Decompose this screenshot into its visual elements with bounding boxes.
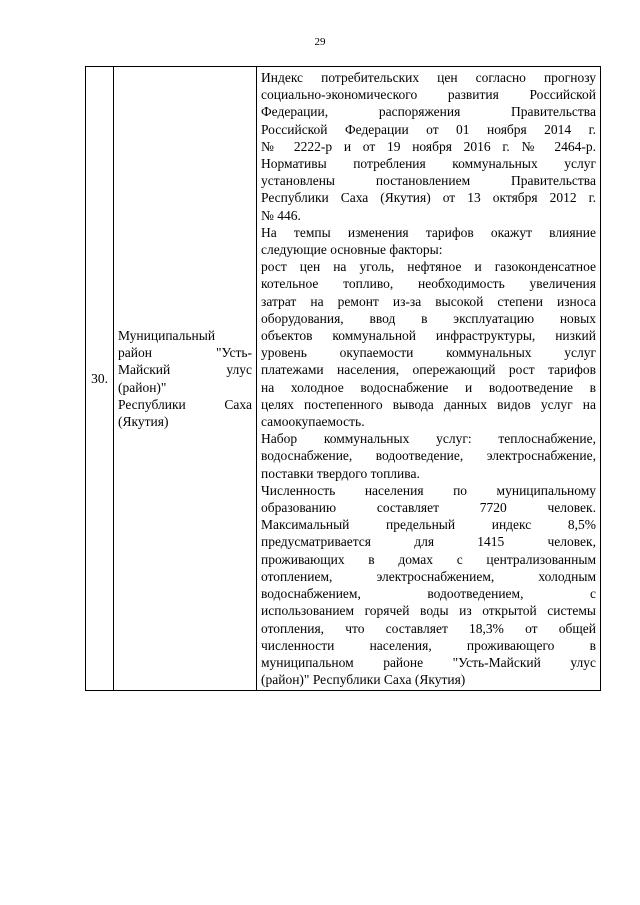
description-line: на холодное водоснабжение и водоотведение в bbox=[261, 379, 596, 395]
description-line: целях постепенного вывода данных видов услуг на bbox=[261, 396, 596, 412]
description-line: уровень окупаемости коммунальных услуг bbox=[261, 345, 596, 361]
description-line: Федерации, распоряжения Правительства bbox=[261, 104, 596, 120]
description-line: образованию составляет 7720 человек. bbox=[261, 500, 596, 516]
description-line: Максимальный предельный индекс 8,5% bbox=[261, 517, 596, 533]
description-line: численности населения, проживающего в bbox=[261, 637, 596, 653]
description-line: платежами населения, опережающий рост тарифов bbox=[261, 362, 596, 378]
row-number-cell bbox=[86, 67, 114, 691]
description-line: использованием горячей воды из открытой системы bbox=[261, 603, 596, 619]
table-row bbox=[86, 67, 601, 691]
description-line: (район)" Республики Саха (Якутия) bbox=[261, 672, 466, 688]
page-number: 29 bbox=[314, 36, 326, 48]
description-line: объектов коммунальной инфраструктуры, низкий bbox=[261, 328, 596, 344]
description-line: отоплением, электроснабжением, холодным bbox=[261, 568, 596, 584]
description-line: социально-экономического развития Российской bbox=[261, 87, 596, 103]
description-line: предусматривается для 1415 человек, bbox=[261, 534, 596, 550]
municipality-name-line: Майский улус bbox=[118, 362, 252, 378]
description-line: № 446. bbox=[261, 207, 301, 223]
description-line: отопления, что составляет 18,3% от общей bbox=[261, 620, 596, 636]
municipality-name-line: Муниципальный bbox=[118, 328, 216, 344]
row-number: 30. bbox=[91, 370, 108, 386]
description-line: следующие основные факторы: bbox=[261, 242, 443, 258]
description-line: проживающих в домах с централизованным bbox=[261, 551, 596, 567]
description-line: Набор коммунальных услуг: теплоснабжение, bbox=[261, 431, 596, 447]
description-line: На темпы изменения тарифов окажут влияние bbox=[261, 224, 596, 240]
description-line: поставки твердого топлива. bbox=[261, 465, 420, 481]
description-line: оборудования, ввод в эксплуатацию новых bbox=[261, 310, 596, 326]
description-line: Республики Саха (Якутия) от 13 октября 2012 г. bbox=[261, 190, 596, 206]
municipality-name-line: (Якутия) bbox=[118, 414, 169, 430]
municipality-name-line: (район)" bbox=[118, 379, 167, 395]
tariff-table bbox=[85, 66, 601, 691]
municipality-name-cell bbox=[114, 67, 257, 691]
description-line: муниципальном районе "Усть-Майский улус bbox=[261, 654, 596, 670]
description-line: Российской Федерации от 01 ноября 2014 г. bbox=[261, 121, 596, 137]
description-line: Индекс потребительских цен согласно прогнозу bbox=[261, 70, 596, 85]
municipality-name-line: Республики Саха bbox=[118, 396, 252, 412]
description-line: водоснабжение, водоотведение, электроснабжение, bbox=[261, 448, 596, 464]
municipality-name-line: район "Усть- bbox=[118, 345, 252, 361]
description-line: установлены постановлением Правительства bbox=[261, 173, 596, 189]
description-line: водоснабжением, водоотведением, с bbox=[261, 586, 596, 602]
description-line: самоокупаемость. bbox=[261, 414, 365, 430]
description-line: Нормативы потребления коммунальных услуг bbox=[261, 156, 596, 172]
description-cell bbox=[257, 67, 601, 691]
description-line: рост цен на уголь, нефтяное и газоконденсатное bbox=[261, 259, 596, 275]
description-line: затрат на ремонт из-за высокой степени износа bbox=[261, 293, 596, 309]
description-line: котельное топливо, необходимость увеличения bbox=[261, 276, 596, 292]
description-line: № 2222-р и от 19 ноября 2016 г. № 2464-р. bbox=[261, 138, 596, 154]
description-line: Численность населения по муниципальному bbox=[261, 482, 596, 498]
